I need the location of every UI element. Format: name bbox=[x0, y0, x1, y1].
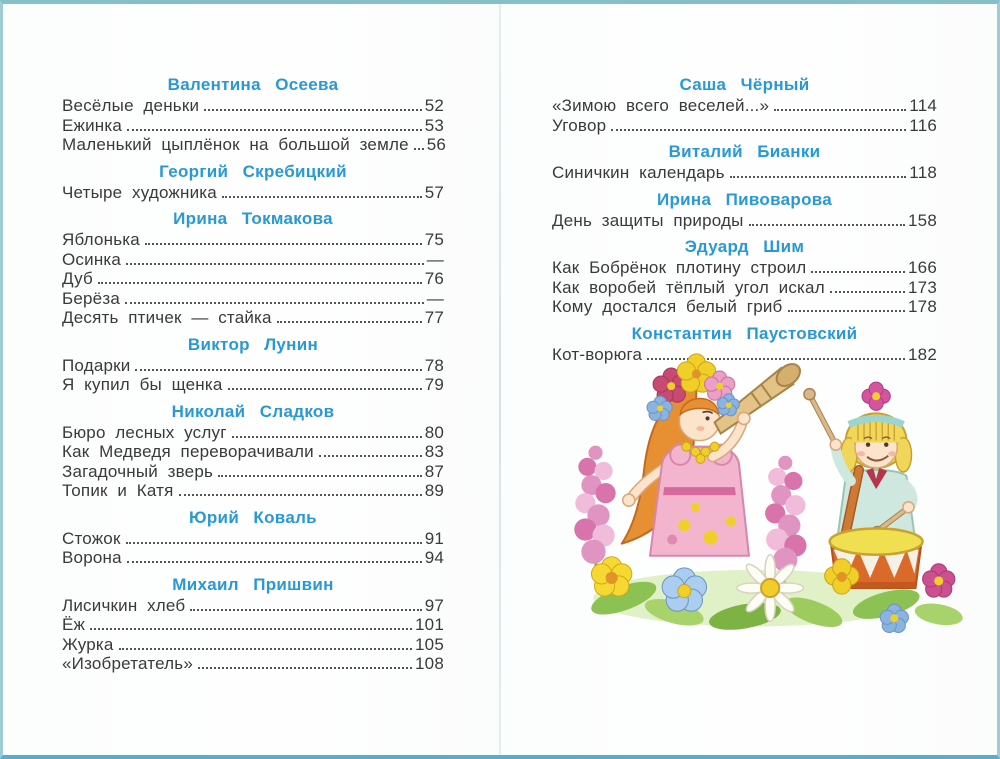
toc-entry bbox=[62, 596, 444, 616]
entry-page-number: 158 bbox=[908, 210, 937, 230]
entry-title: Осинка bbox=[62, 249, 122, 269]
toc-entry bbox=[62, 375, 444, 395]
entry-page-number: 178 bbox=[908, 297, 937, 316]
dot-leader bbox=[222, 196, 422, 198]
dot-leader bbox=[190, 609, 421, 611]
entry-title: Топик и Катя bbox=[62, 481, 174, 500]
toc-entry bbox=[62, 442, 444, 462]
toc-entry bbox=[552, 211, 937, 231]
dot-leader bbox=[179, 494, 422, 496]
right-page bbox=[501, 4, 997, 755]
author-heading: Михаил Пришвин bbox=[172, 574, 334, 594]
entry-title: Ежинка bbox=[62, 115, 123, 135]
author-heading: Ирина Пивоварова bbox=[656, 189, 833, 209]
toc-entry bbox=[62, 230, 444, 250]
toc-left-column bbox=[62, 68, 447, 674]
entry-title: «Зимою всего веселей...» bbox=[552, 96, 770, 115]
toc-entry bbox=[62, 135, 447, 155]
entry-title: Как воробей тёплый угол искал bbox=[552, 277, 825, 297]
toc-entry bbox=[552, 278, 937, 298]
entry-page-number: 173 bbox=[908, 277, 937, 297]
toc-entry bbox=[62, 308, 444, 328]
dot-leader bbox=[414, 148, 424, 150]
entry-page-number: 77 bbox=[424, 308, 444, 327]
dot-leader bbox=[788, 310, 906, 312]
author-heading: Виталий Бианки bbox=[668, 142, 821, 161]
entry-page-number: 78 bbox=[424, 355, 444, 375]
entry-page-number: 76 bbox=[424, 269, 444, 288]
entry-title: День защиты природы bbox=[552, 210, 744, 230]
entry-page-number: 87 bbox=[424, 461, 444, 481]
dot-leader bbox=[218, 475, 422, 477]
dot-leader bbox=[98, 282, 422, 284]
entry-title: Маленький цыплёнок на большой земле bbox=[62, 135, 409, 154]
entry-title: Ёж bbox=[62, 615, 86, 634]
entry-title: Уговор bbox=[552, 115, 607, 135]
toc-entry bbox=[62, 96, 444, 116]
dot-leader bbox=[135, 369, 421, 371]
toc-entry bbox=[62, 289, 444, 309]
entry-title: Десять птичек — стайка bbox=[62, 308, 272, 327]
pink-flower bbox=[923, 564, 955, 597]
author-heading: Саша Чёрный bbox=[679, 75, 810, 94]
entry-title: Загадочный зверь bbox=[62, 461, 214, 481]
dot-leader bbox=[204, 109, 422, 111]
entry-page-number: 75 bbox=[424, 230, 444, 249]
entry-title: Весёлые деньки bbox=[62, 96, 200, 115]
toc-entry bbox=[62, 183, 444, 203]
entry-page-number: 83 bbox=[424, 442, 444, 461]
entry-page-number: 182 bbox=[908, 344, 937, 364]
entry-page-number: 91 bbox=[424, 528, 444, 548]
author-heading: Ирина Токмакова bbox=[173, 209, 333, 228]
entry-page-number: 94 bbox=[424, 548, 444, 567]
entry-title: Дуб bbox=[62, 269, 93, 288]
entry-title: Стожок bbox=[62, 528, 121, 548]
toc-entry bbox=[62, 116, 444, 136]
toc-entry bbox=[552, 297, 937, 317]
dot-leader bbox=[319, 455, 422, 457]
entry-page-number: 57 bbox=[424, 182, 444, 202]
dot-leader bbox=[127, 129, 422, 131]
dot-leader bbox=[611, 129, 906, 131]
entry-page-number: 89 bbox=[424, 481, 444, 500]
entry-page-number: 114 bbox=[909, 96, 937, 115]
child-with-drum bbox=[804, 382, 923, 594]
entry-page-number: 166 bbox=[908, 258, 937, 277]
entry-page-number: 116 bbox=[909, 115, 937, 135]
toc-entry bbox=[62, 548, 444, 568]
entry-page-number: 101 bbox=[415, 615, 444, 634]
entry-title: Ворона bbox=[62, 548, 122, 567]
dot-leader bbox=[145, 243, 422, 245]
toc-entry bbox=[62, 269, 444, 289]
toc-entry bbox=[62, 615, 444, 635]
toc-entry bbox=[552, 163, 937, 183]
author-heading: Константин Паустовский bbox=[631, 323, 858, 343]
entry-title: Яблонька bbox=[62, 230, 140, 249]
entry-title: Подарки bbox=[62, 355, 131, 375]
entry-page-number: — bbox=[426, 249, 444, 269]
entry-title: «Изобретатель» bbox=[62, 654, 194, 673]
dot-leader bbox=[749, 224, 905, 226]
dot-leader bbox=[90, 628, 412, 630]
toc-entry bbox=[62, 529, 444, 549]
entry-title: Лисичкин хлеб bbox=[62, 595, 186, 615]
entry-title: Берёза bbox=[62, 288, 120, 308]
author-heading: Валентина Осеева bbox=[167, 75, 339, 94]
entry-page-number: 108 bbox=[415, 654, 444, 673]
toc-entry bbox=[552, 116, 937, 136]
toc-entry bbox=[62, 635, 444, 655]
toc-right-column bbox=[552, 68, 937, 364]
author-heading: Виктор Лунин bbox=[187, 334, 319, 354]
author-heading: Эдуард Шим bbox=[684, 237, 805, 256]
entry-page-number: 118 bbox=[909, 163, 937, 182]
toc-entry bbox=[62, 462, 444, 482]
entry-title: Кому достался белый гриб bbox=[552, 297, 783, 316]
toc-entry bbox=[552, 258, 937, 278]
entry-title: Как Медведя переворачивали bbox=[62, 442, 314, 461]
dot-leader bbox=[198, 667, 412, 669]
entry-page-number: 80 bbox=[424, 422, 444, 442]
entry-page-number: 97 bbox=[424, 595, 444, 615]
entry-title: Синичкин календарь bbox=[552, 163, 725, 182]
entry-page-number: 56 bbox=[426, 135, 447, 154]
author-heading: Юрий Коваль bbox=[189, 507, 317, 527]
left-page bbox=[3, 4, 499, 755]
toc-entry bbox=[62, 481, 444, 501]
toc-entry bbox=[62, 356, 444, 376]
dot-leader bbox=[228, 388, 422, 390]
entry-title: Как Бобрёнок плотину строил bbox=[552, 258, 807, 277]
dot-leader bbox=[232, 436, 422, 438]
dot-leader bbox=[730, 176, 907, 178]
dot-leader bbox=[774, 109, 906, 111]
daisy-flower bbox=[737, 555, 804, 622]
entry-page-number: 79 bbox=[424, 375, 444, 394]
toc-entry bbox=[552, 96, 937, 116]
children-music-illustration bbox=[543, 324, 967, 634]
entry-title: Журка bbox=[62, 634, 114, 654]
entry-title: Кот-ворюга bbox=[552, 344, 643, 364]
dot-leader bbox=[277, 321, 422, 323]
toc-entry bbox=[62, 654, 444, 674]
entry-title: Четыре художника bbox=[62, 182, 217, 202]
girl-with-horn bbox=[622, 354, 804, 556]
entry-page-number: — bbox=[426, 288, 444, 308]
toc-entry bbox=[62, 423, 444, 443]
entry-page-number: 52 bbox=[424, 96, 444, 115]
author-heading: Георгий Скребицкий bbox=[159, 161, 347, 181]
dot-leader bbox=[119, 648, 412, 650]
dot-leader bbox=[127, 561, 422, 563]
dot-leader bbox=[811, 271, 905, 273]
entry-title: Бюро лесных услуг bbox=[62, 422, 227, 442]
dot-leader bbox=[830, 291, 905, 293]
head-flower bbox=[862, 382, 890, 410]
entry-title: Я купил бы щенка bbox=[62, 375, 223, 394]
dot-leader bbox=[126, 263, 424, 265]
entry-page-number: 53 bbox=[424, 115, 444, 135]
toc-entry bbox=[62, 250, 444, 270]
dot-leader bbox=[125, 302, 424, 304]
dot-leader bbox=[126, 542, 422, 544]
entry-page-number: 105 bbox=[415, 634, 444, 654]
author-heading: Николай Сладков bbox=[171, 401, 335, 421]
